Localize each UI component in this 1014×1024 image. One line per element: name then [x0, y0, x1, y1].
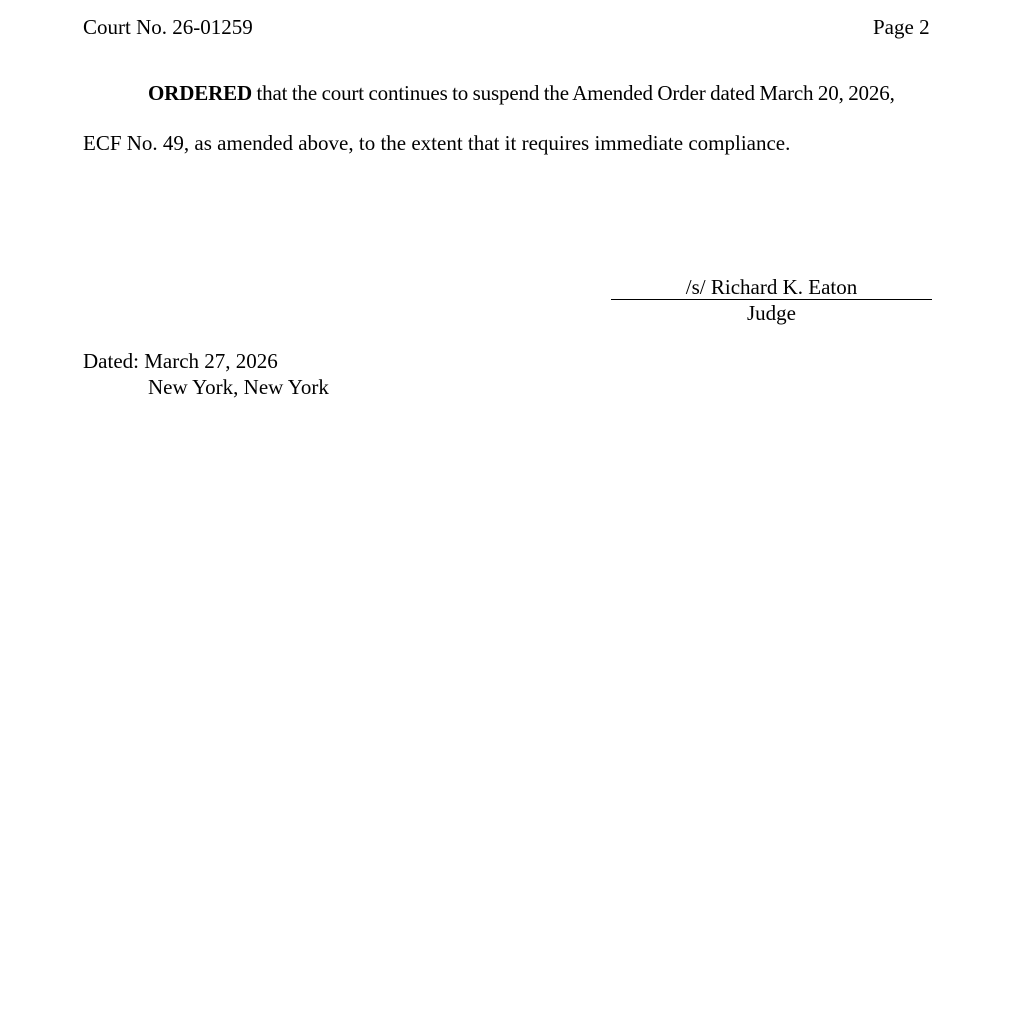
page-number: Page 2: [873, 15, 930, 39]
order-text-line-1: that the court continues to suspend the Amended Order dated March 20, 2026,: [251, 81, 895, 105]
order-paragraph-line-2: ECF No. 49, as amended above, to the extent that it requires immediate compliance.: [83, 131, 791, 155]
order-paragraph-line-1: [148, 81, 895, 106]
signer-name: /s/ Richard K. Eaton: [685, 275, 858, 299]
signer-title: Judge: [747, 301, 796, 325]
dated-line: Dated: March 27, 2026: [83, 349, 278, 373]
ordered-keyword: ORDERED: [148, 81, 252, 105]
dated-location: New York, New York: [148, 375, 329, 399]
case-number: Court No. 26-01259: [83, 15, 253, 39]
signature-block: [611, 275, 932, 326]
signature-line: [611, 275, 932, 300]
